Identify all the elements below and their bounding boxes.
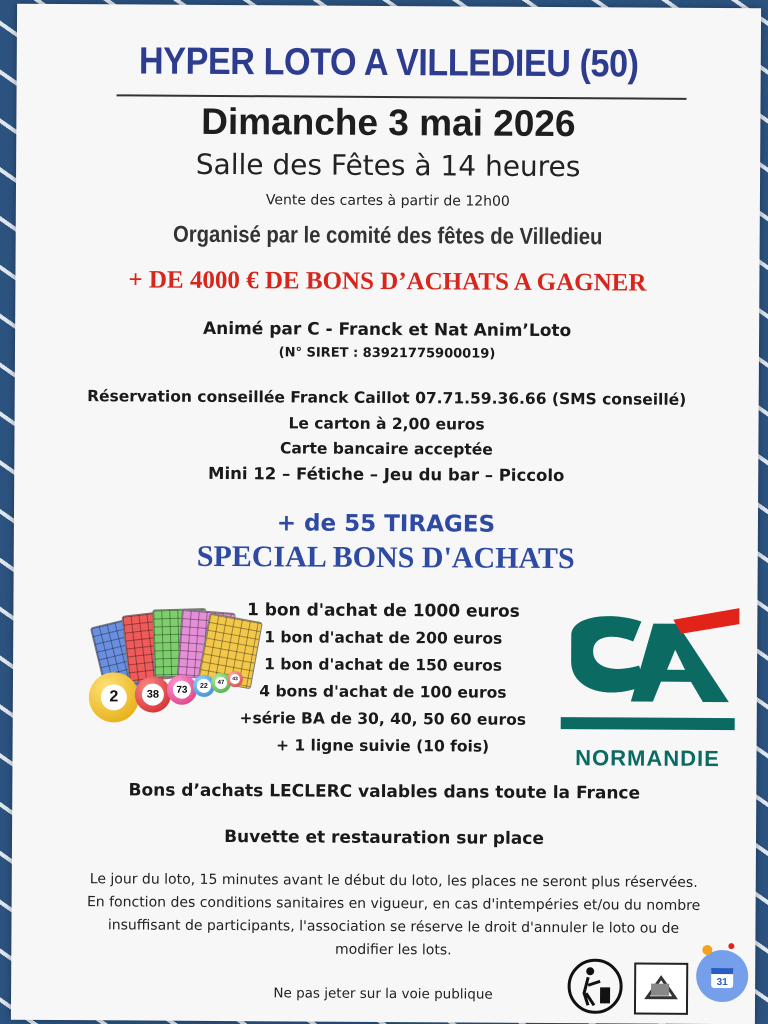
ball-number: 43 (230, 674, 240, 684)
logo-c-shape (571, 616, 645, 693)
event-venue: Salle des Fêtes à 14 heures (195, 147, 581, 184)
carton-price: Le carton à 2,00 euros (288, 414, 485, 434)
voucher-item: + 1 ligne suivie (10 fois) (275, 736, 490, 756)
ball-number: 22 (197, 679, 211, 693)
title-underline (117, 94, 687, 99)
event-date: Dimanche 3 mai 2026 (201, 100, 576, 145)
do-not-litter-text: Ne pas jeter sur la voie publique (273, 985, 493, 1003)
logo-red-stripe (673, 608, 739, 634)
voucher-item: 1 bon d'achat de 150 euros (264, 655, 503, 675)
notice-line: Le jour du loto, 15 minutes avant le début du loto, les places ne seront plus réservées. (89, 871, 698, 891)
siret-number: (N° SIRET : 83921775900019) (278, 345, 496, 362)
logo-underline-bar (561, 717, 735, 730)
leclerc-vouchers: Bons d’achats LECLERC valables dans toute la France (128, 780, 641, 804)
voucher-item: 1 bon d'achat de 1000 euros (246, 600, 520, 622)
organizer: Organisé par le comité des fêtes de Villedieu (172, 220, 603, 250)
ball-number: 73 (173, 681, 191, 699)
ball-number: 38 (142, 684, 164, 706)
tidyman-icon (566, 957, 624, 1015)
sponsor-name: NORMANDIE (575, 745, 720, 772)
voucher-item: 4 bons d'achat de 100 euros (259, 682, 507, 702)
voucher-item: 1 bon d'achat de 200 euros (264, 628, 503, 648)
calendar-day: 31 (716, 977, 728, 989)
draws-count: + de 55 TIRAGES (276, 510, 496, 538)
card-sale-time: Vente des cartes à partir de 12h00 (265, 192, 510, 210)
host-line: Animé par C - Franck et Nat Anim’Loto (202, 318, 572, 342)
event-title: HYPER LOTO A VILLEDIEU (50) (138, 40, 639, 86)
ball-number: 47 (215, 677, 227, 689)
loto-ball (89, 672, 139, 722)
notice-line: insuffisant de participants, l'association se réserve le droit d'annuler le loto ou de (107, 917, 680, 937)
notice-paragraph (51, 868, 736, 964)
calendar-icon (687, 938, 757, 1008)
loto-ball (135, 676, 171, 712)
payment-info: Carte bancaire acceptée (279, 439, 493, 459)
reservation-line: Réservation conseillée Franck Caillot 07.71.59.36.66 (SMS conseillé) (87, 387, 687, 409)
notice-line: En fonction des conditions sanitaires en vigueur, en cas d'intempéries et/ou du nombre (86, 894, 701, 914)
recycling-info-icon (631, 958, 691, 1018)
notice-line: modifier les lots. (335, 941, 452, 959)
refreshments: Buvette et restauration sur place (224, 827, 544, 849)
special-vouchers-heading: SPECIAL BONS D'ACHATS (196, 539, 575, 576)
prize-headline: + DE 4000 € DE BONS D’ACHATS A GAGNER (128, 266, 647, 297)
games-list: Mini 12 – Fétiche – Jeu du bar – Piccolo (208, 463, 565, 486)
loto-ball (167, 675, 197, 705)
voucher-item: +série BA de 30, 40, 50 60 euros (239, 709, 527, 729)
event-flyer (11, 4, 761, 1024)
ball-number: 2 (101, 684, 127, 710)
vouchers-list (223, 597, 544, 761)
